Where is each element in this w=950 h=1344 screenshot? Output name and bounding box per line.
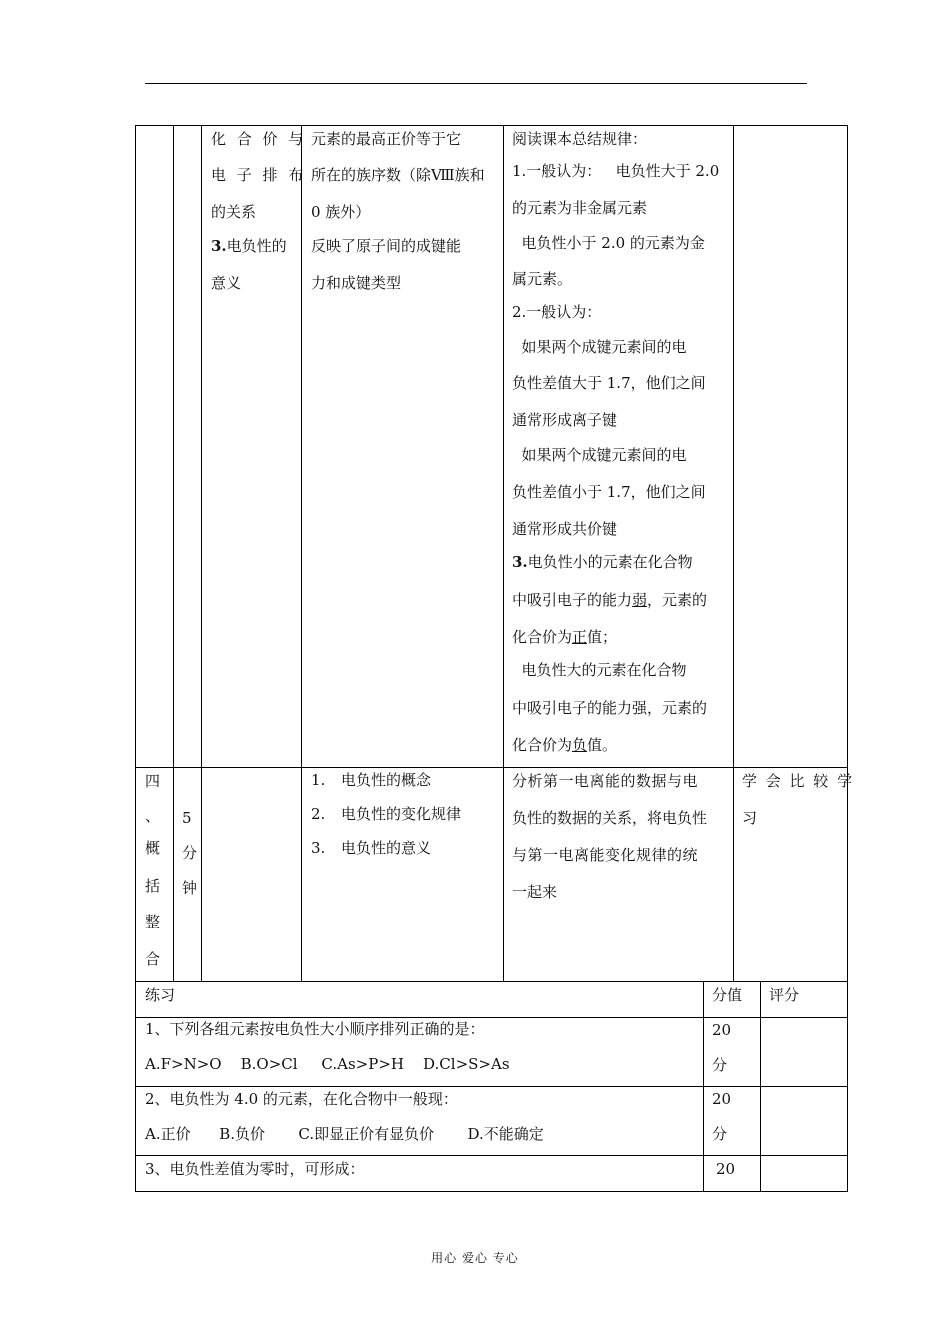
stage-char: 合 — [145, 950, 161, 968]
topic-line: 3.电负性的 — [211, 237, 287, 255]
student-line: 1.一般认为： 电负性大于 2.0 — [512, 162, 720, 180]
list-item: 2. 电负性的变化规律 — [311, 805, 462, 823]
student-line: 一起来 — [512, 883, 558, 901]
list-item: 3. 电负性的意义 — [311, 839, 432, 857]
student-line: 中吸引电子的能力强，元素的 — [512, 699, 708, 717]
topic-line: 意义 — [211, 274, 242, 292]
header-rule — [145, 83, 807, 84]
student-line: 电负性大的元素在化合物 — [512, 661, 687, 679]
student-line: 2.一般认为： — [512, 303, 602, 321]
time-char: 钟 — [182, 879, 198, 897]
content-line: 所在的族序数（除Ⅷ族和 — [311, 166, 485, 184]
question-text: 1、下列各组元素按电负性大小顺序排列正确的是： — [145, 1020, 485, 1038]
list-item: 1. 电负性的概念 — [311, 771, 432, 789]
student-line: 中吸引电子的能力弱，元素的 — [512, 591, 708, 609]
student-line: 通常形成共价键 — [512, 520, 618, 538]
content-line: 0 族外） — [311, 203, 371, 221]
student-line: 分析第一电离能的数据与电 — [512, 772, 699, 790]
topic-line: 化 合 价 与 — [211, 130, 307, 148]
question-score-unit: 分 — [712, 1056, 728, 1074]
content-line: 元素的最高正价等于它 — [311, 130, 462, 148]
student-line: 阅读课本总结规律： — [512, 130, 648, 148]
stage-char: 概 — [145, 839, 161, 857]
question-options: A.正价 B.负价 C.即显正价有显负价 D.不能确定 — [145, 1125, 544, 1143]
content-line: 反映了原子间的成键能 — [311, 237, 462, 255]
score-header: 分值 — [712, 986, 743, 1004]
student-line: 负性差值大于 1.7，他们之间 — [512, 374, 706, 392]
content-line: 力和成键类型 — [311, 274, 402, 292]
student-line: 属元素。 — [512, 270, 573, 288]
intent-line: 习 — [742, 809, 758, 827]
question-score: 20 — [712, 1021, 732, 1039]
time-char: 5 — [182, 809, 192, 827]
question-options: A.F>N>O B.O>Cl C.As>P>H D.Cl>S>As — [145, 1055, 510, 1073]
page-footer: 用心 爱心 专心 — [431, 1251, 519, 1265]
student-line: 与第一电离能变化规律的统 — [512, 846, 699, 864]
question-score: 20 — [712, 1090, 732, 1108]
student-line: 负性的数据的关系，将电负性 — [512, 809, 708, 827]
question-text: 3、电负性差值为零时，可形成： — [145, 1160, 365, 1178]
student-line: 通常形成离子键 — [512, 411, 618, 429]
stage-char: 四 — [145, 772, 161, 790]
topic-line: 的关系 — [211, 203, 257, 221]
student-line: 如果两个成键元素间的电 — [512, 446, 687, 464]
question-score-unit: 分 — [712, 1125, 728, 1143]
student-line: 化合价为负值。 — [512, 736, 618, 754]
question-text: 2、电负性为 4.0 的元素，在化合物中一般现： — [145, 1090, 458, 1108]
time-char: 分 — [182, 844, 198, 862]
student-line: 负性差值小于 1.7，他们之间 — [512, 483, 706, 501]
student-line: 化合价为正值； — [512, 628, 618, 646]
student-line: 的元素为非金属元素 — [512, 199, 648, 217]
student-line: 如果两个成键元素间的电 — [512, 338, 687, 356]
practice-label: 练习 — [145, 986, 176, 1004]
student-line: 电负性小于 2.0 的元素为金 — [512, 234, 705, 252]
intent-line: 学 会 比 较 学 — [742, 772, 855, 790]
stage-char: 、 — [145, 807, 161, 825]
stage-char: 整 — [145, 913, 161, 931]
grade-header: 评分 — [769, 986, 800, 1004]
question-score: 20 — [716, 1160, 736, 1178]
topic-line: 电 子 排 布 — [211, 166, 307, 184]
stage-char: 括 — [145, 877, 161, 895]
student-line: 3.电负性小的元素在化合物 — [512, 553, 693, 571]
